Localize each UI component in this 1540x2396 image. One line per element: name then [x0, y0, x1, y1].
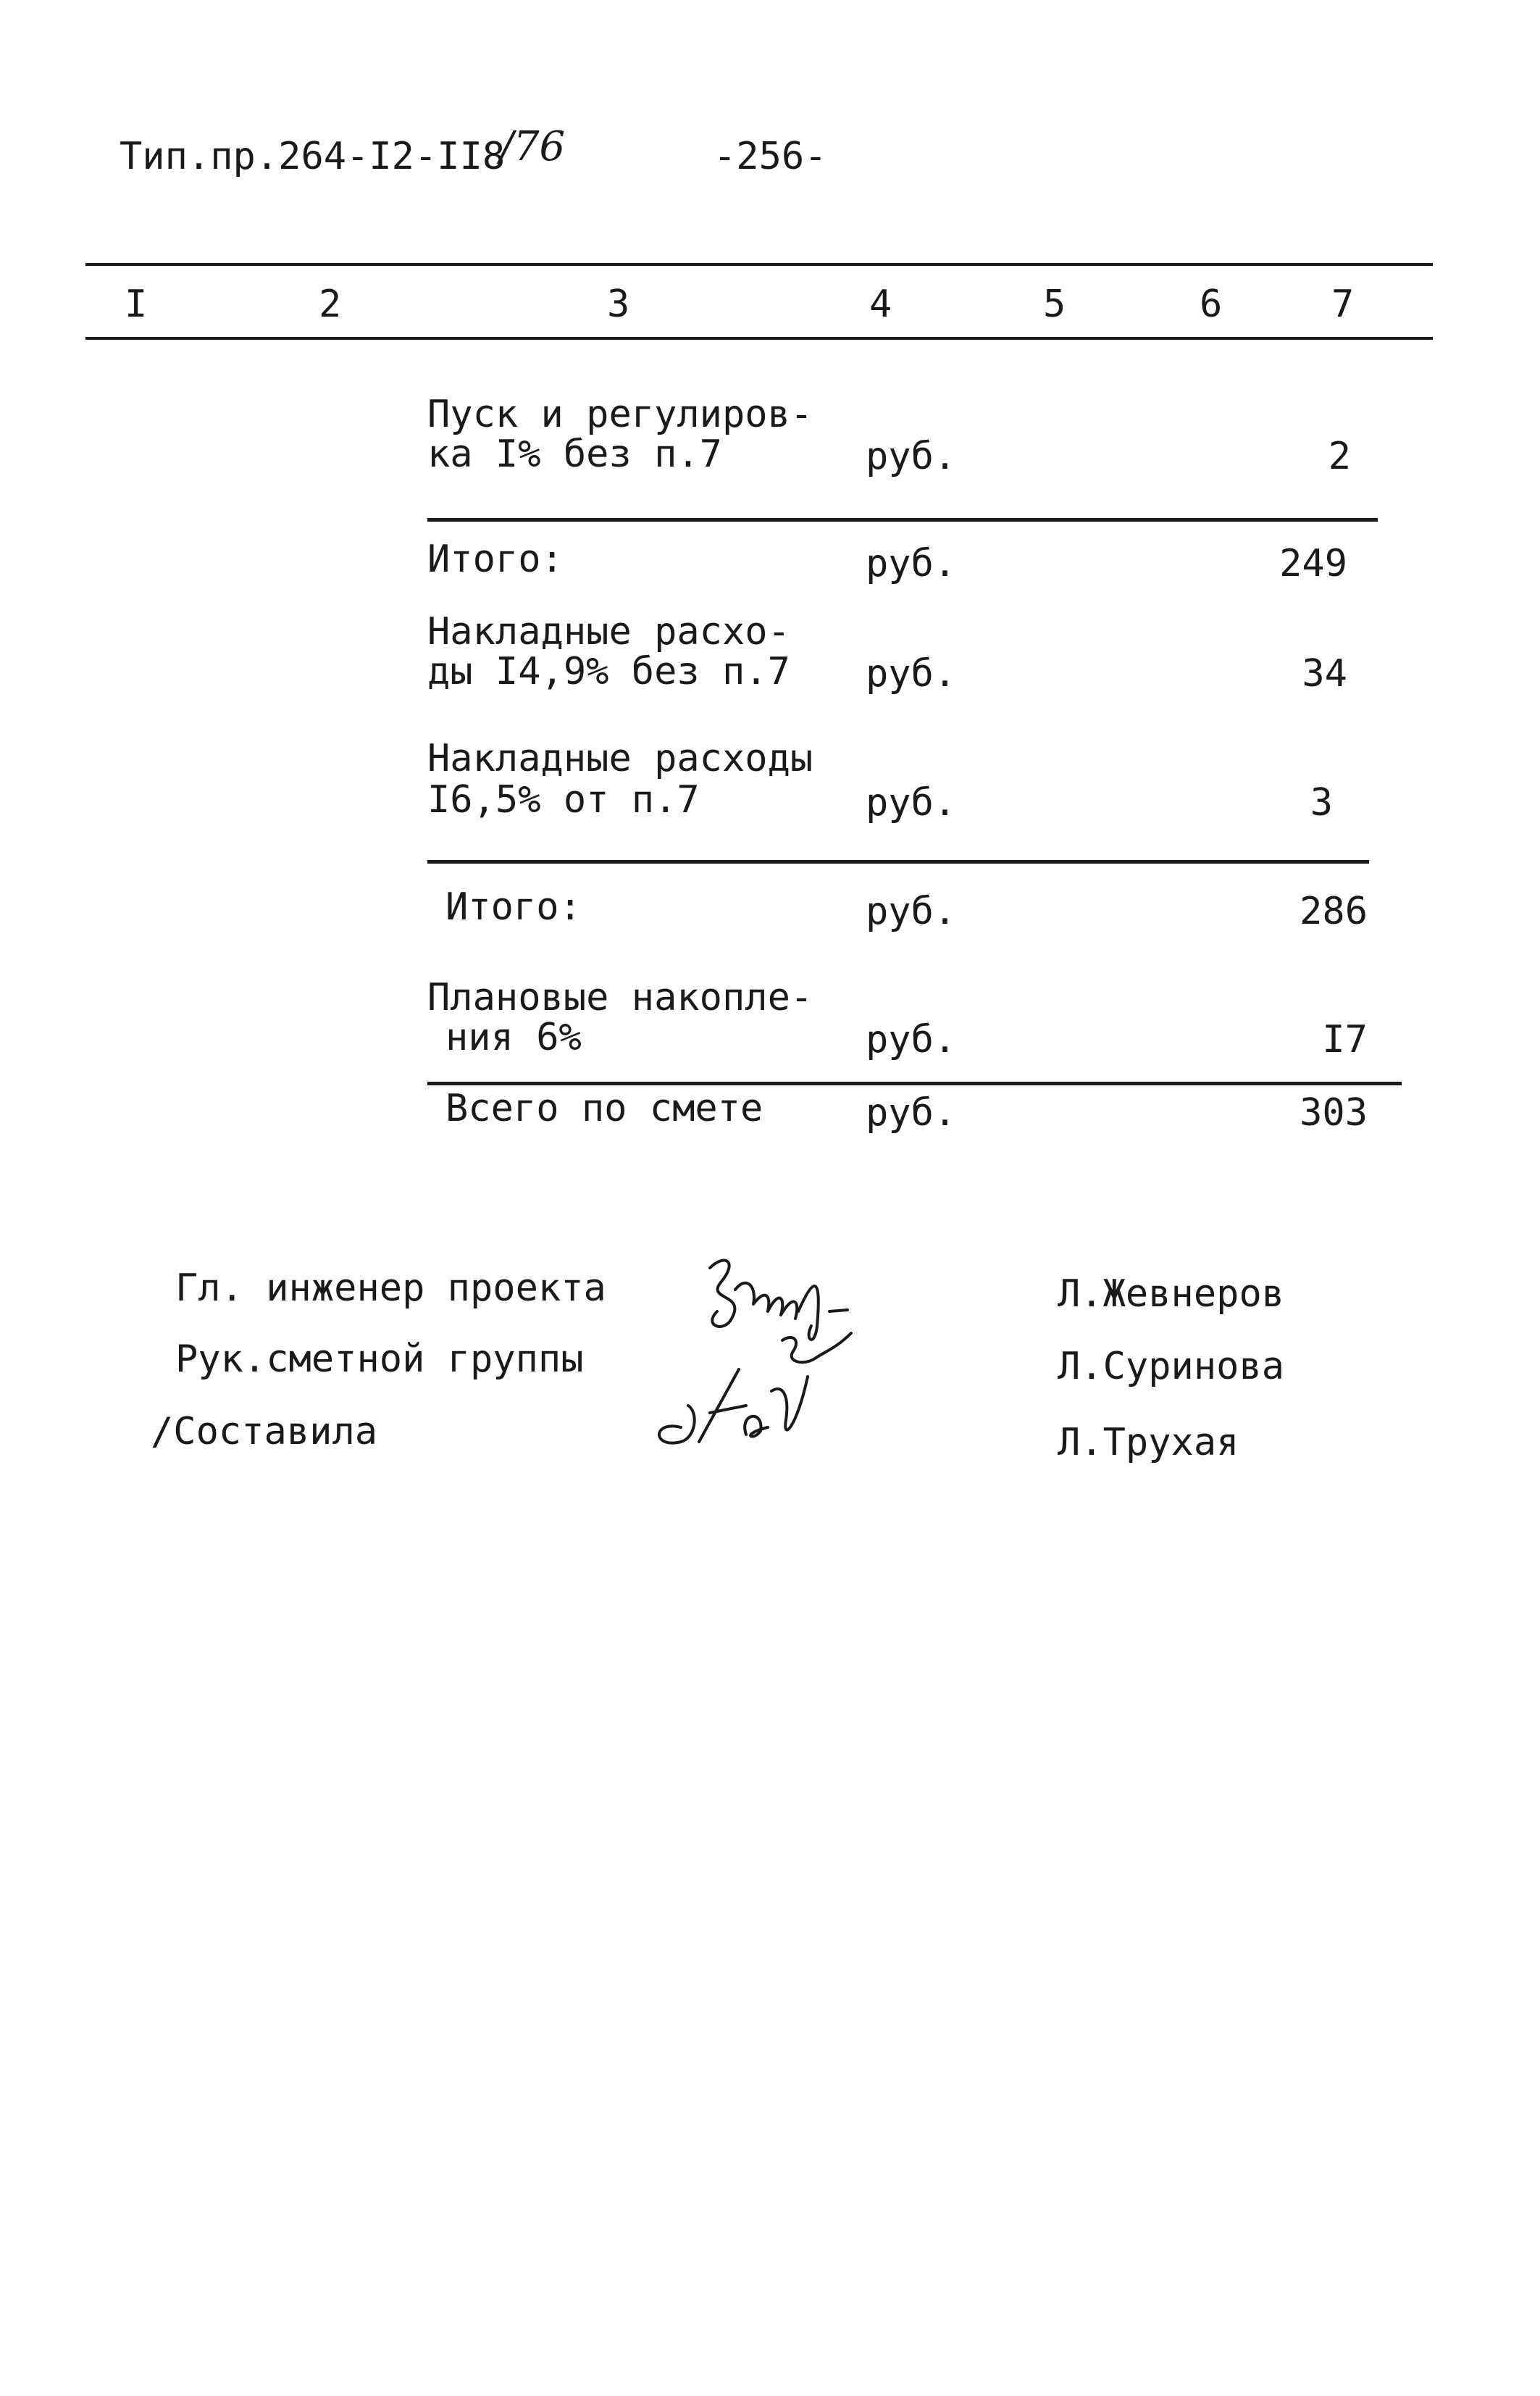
signature-name-2: Л.Суринова [1058, 1345, 1285, 1388]
column-header-6: 6 [1200, 283, 1223, 326]
column-header-3: 3 [607, 283, 630, 326]
row-6-unit: руб. [866, 1018, 957, 1061]
row-5-label: Итого: [445, 885, 582, 929]
row-7-unit: руб. [866, 1091, 957, 1135]
row-5-value: 286 [1300, 890, 1368, 933]
row-4-label-line2: I6,5% от п.7 [427, 778, 700, 822]
row-4-value: 3 [1310, 781, 1333, 825]
subtotal-rule-1 [427, 518, 1378, 522]
signature-name-3: Л.Трухая [1058, 1421, 1239, 1464]
row-6-label-line1: Плановые накопле- [427, 976, 813, 1019]
handwritten-signatures [637, 1224, 942, 1471]
doc-reference: Тип.пр.264-I2-II8 [120, 135, 506, 178]
column-header-5: 5 [1043, 283, 1066, 326]
row-1-unit: руб. [866, 435, 957, 478]
row-1-label-line1: Пуск и регулиров- [427, 393, 813, 436]
subtotal-rule-2 [427, 860, 1369, 864]
row-7-label: Всего по смете [445, 1087, 763, 1130]
signature-name-1: Л.Жевнеров [1058, 1272, 1285, 1316]
row-4-label-line1: Накладные расходы [427, 737, 813, 780]
row-1-value: 2 [1328, 435, 1351, 478]
doc-reference-suffix: /76 [500, 123, 566, 170]
row-3-unit: руб. [866, 652, 957, 696]
page-number: -256- [713, 135, 827, 178]
column-header-2: 2 [319, 283, 342, 326]
row-7-value: 303 [1300, 1091, 1368, 1135]
column-header-1: I [125, 283, 148, 326]
column-header-7: 7 [1331, 283, 1355, 326]
row-1-label-line2: ка I% без п.7 [427, 433, 722, 476]
column-header-4: 4 [869, 283, 892, 326]
row-6-label-line2: ния 6% [445, 1016, 582, 1059]
row-2-value: 249 [1279, 542, 1347, 585]
row-5-unit: руб. [866, 890, 957, 933]
signature-role-2: Рук.сметной группы [175, 1337, 584, 1381]
row-4-unit: руб. [866, 781, 957, 825]
row-2-label: Итого: [427, 538, 564, 581]
row-3-label-line2: ды I4,9% без п.7 [427, 650, 790, 693]
table-top-rule [85, 263, 1433, 266]
row-3-label-line1: Накладные расхо- [427, 610, 790, 654]
row-2-unit: руб. [866, 542, 957, 585]
table-header-rule [85, 337, 1433, 340]
signature-role-1: Гл. инженер проекта [175, 1266, 606, 1310]
signature-role-3: /Составила [151, 1410, 378, 1453]
row-6-value: I7 [1322, 1018, 1368, 1061]
row-3-value: 34 [1302, 652, 1347, 696]
